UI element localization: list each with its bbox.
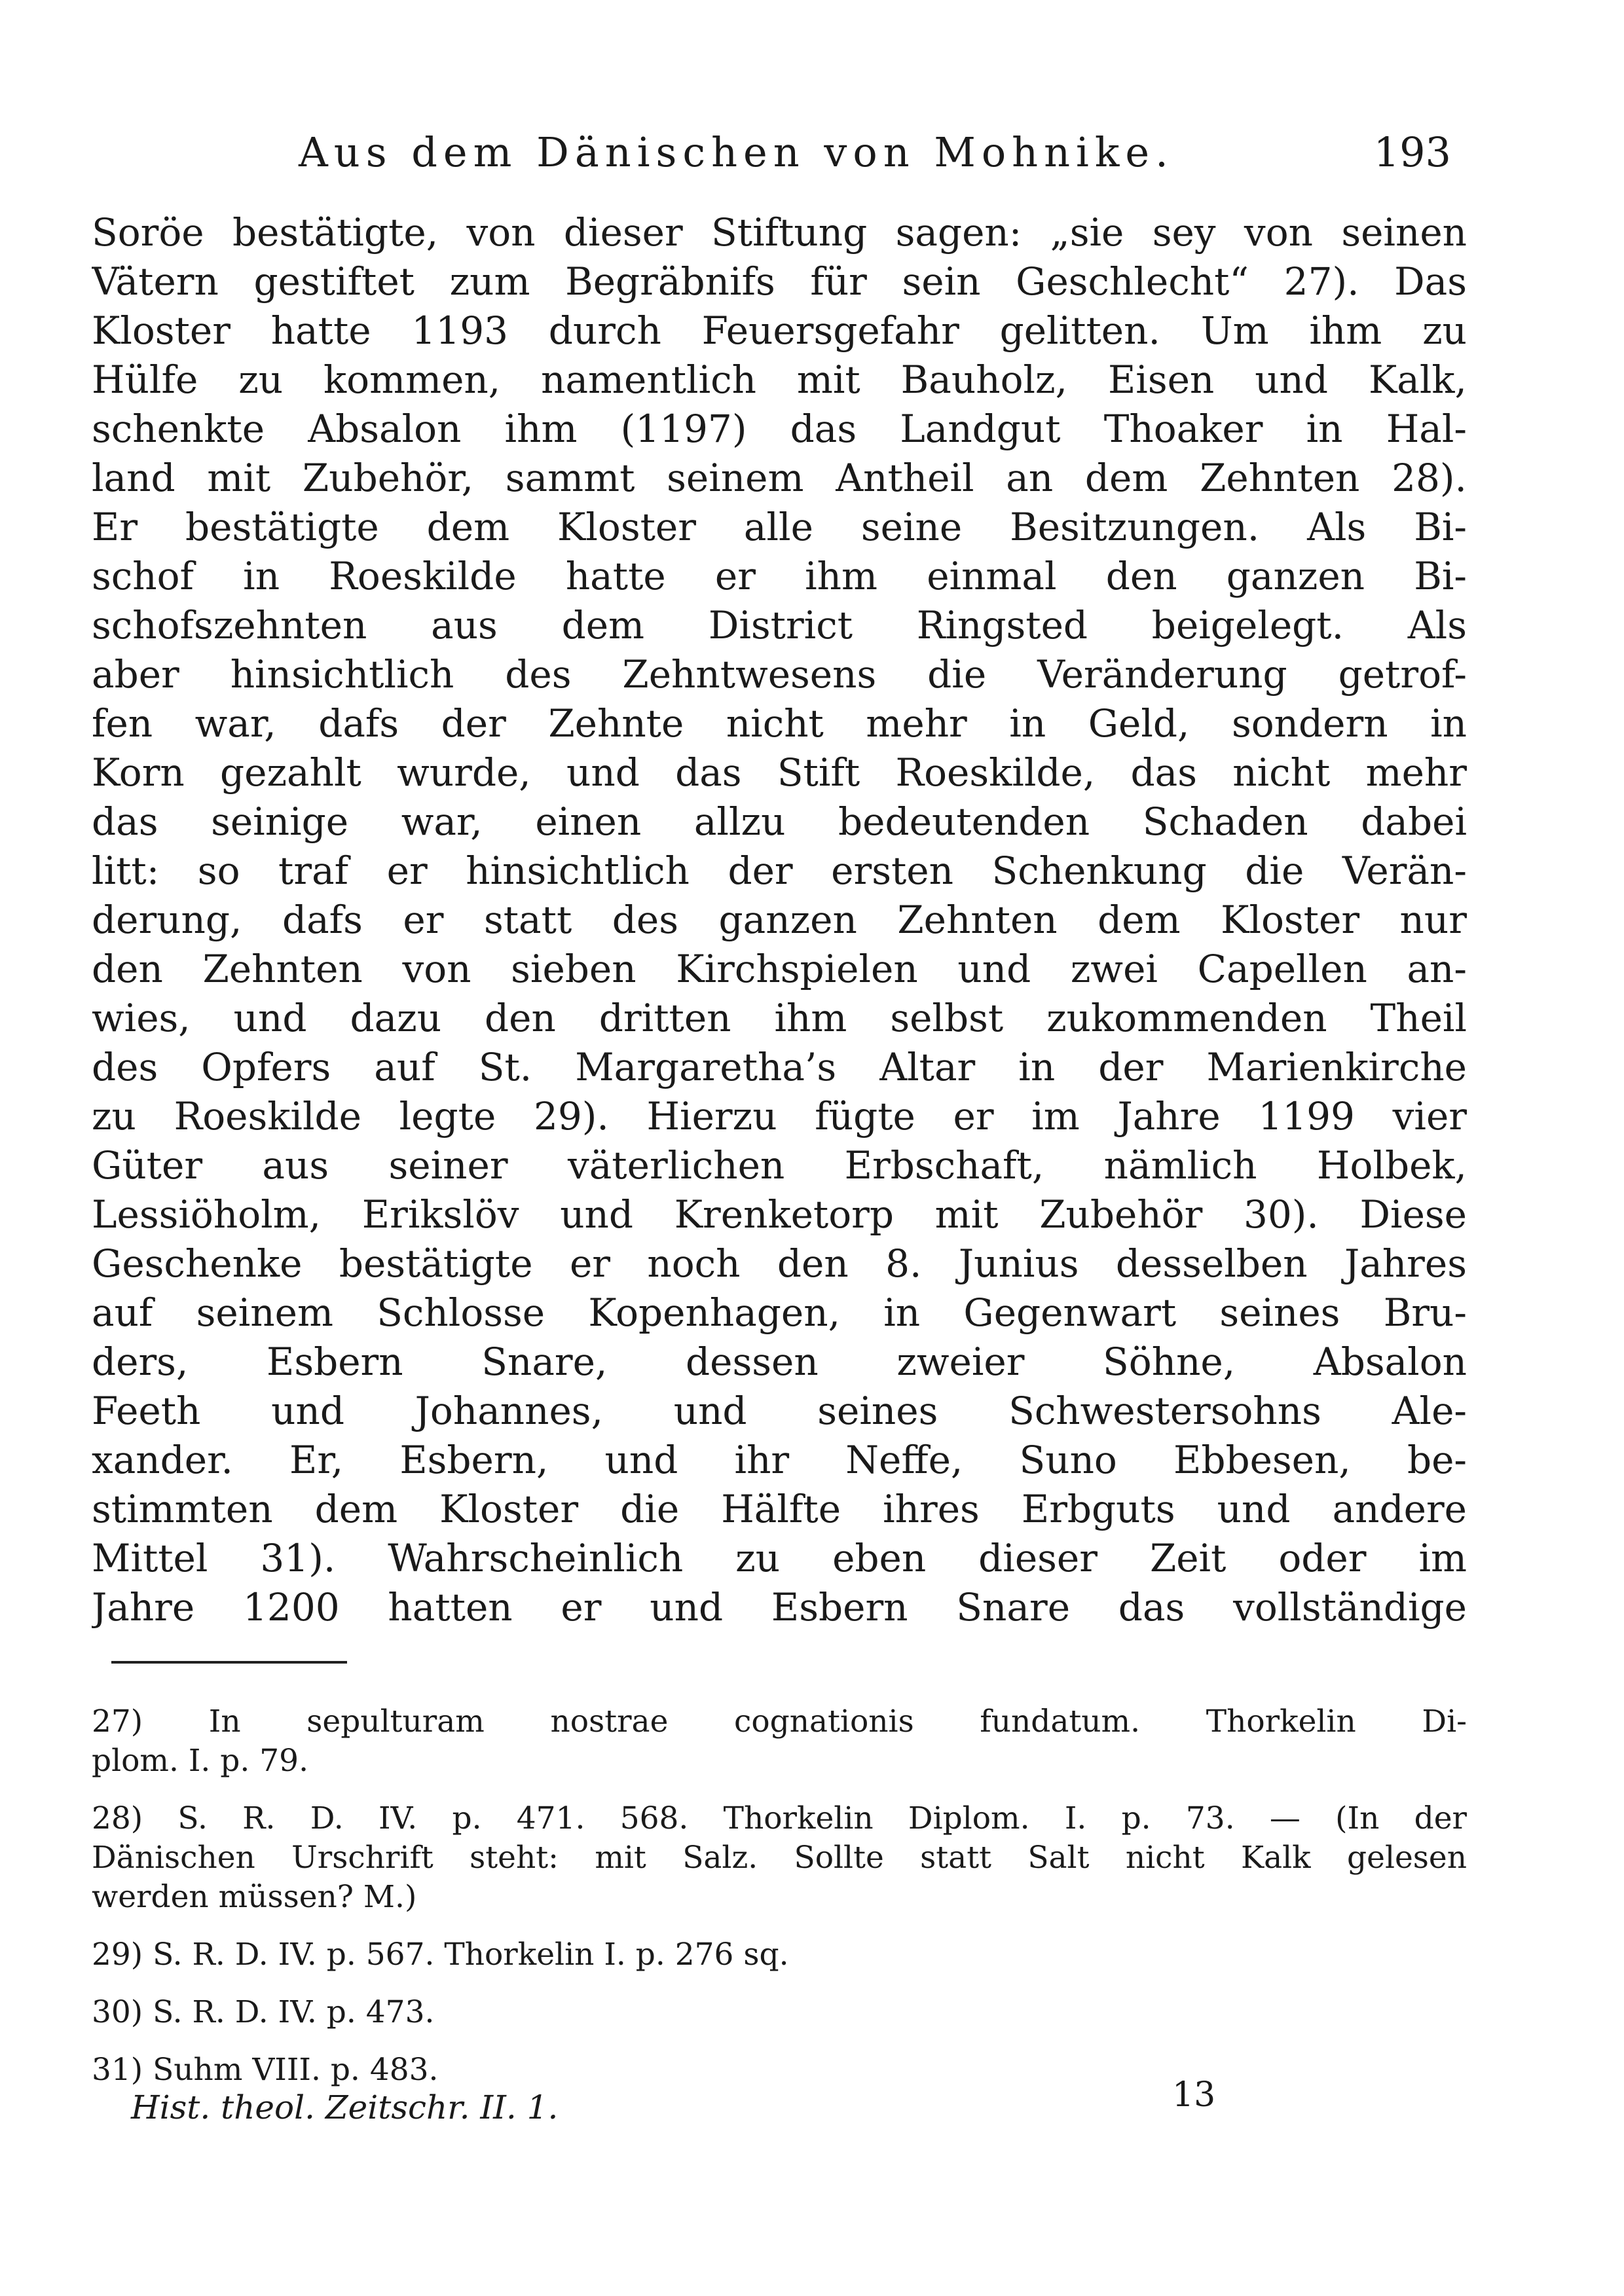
running-head: Aus dem Dänischen von Mohnike. [299, 128, 1174, 176]
page-footer [131, 2075, 1244, 2134]
body-line: das seinige war, einen allzu bedeutenden Schaden dabei [92, 799, 1467, 844]
body-line: land mit Zubehör, sammt seinem Antheil an dem Zehnten 28). [92, 456, 1467, 500]
footnote-27-continued: plom. I. p. 79. [92, 1743, 309, 1779]
page-number: 193 [1373, 128, 1451, 176]
body-line: Hülfe zu kommen, namentlich mit Bauholz, Eisen und Kalk, [92, 357, 1467, 402]
footnote-29: 29) S. R. D. IV. p. 567. Thorkelin I. p. 276 sq. [92, 1937, 789, 1973]
body-line: Geschenke bestätigte er noch den 8. Junius desselben Jahres [92, 1241, 1467, 1286]
body-line: Kloster hatte 1193 durch Feuersgefahr gelitten. Um ihm zu [92, 308, 1467, 353]
footnote-30: 30) S. R. D. IV. p. 473. [92, 1994, 435, 2030]
body-line: den Zehnten von sieben Kirchspielen und zwei Capellen an- [92, 947, 1467, 991]
body-line: Güter aus seiner väterlichen Erbschaft, nämlich Holbek, [92, 1143, 1467, 1188]
page-header [299, 128, 1451, 181]
body-line: xander. Er, Esbern, und ihr Neffe, Suno Ebbesen, be- [92, 1438, 1467, 1482]
body-line: Mittel 31). Wahrscheinlich zu eben dieser Zeit oder im [92, 1536, 1467, 1580]
body-line: des Opfers auf St. Margaretha’s Altar in der Marienkirche [92, 1045, 1467, 1089]
body-line: aber hinsichtlich des Zehntwesens die Veränderung getrof- [92, 652, 1467, 697]
body-line: Vätern gestiftet zum Begräbnifs für sein Geschlecht“ 27). Das [92, 259, 1467, 304]
body-line: Soröe bestätigte, von dieser Stiftung sagen: „sie sey von seinen [92, 210, 1467, 255]
body-line: wies, und dazu den dritten ihm selbst zukommenden Theil [92, 996, 1467, 1040]
footnote-28: 28) S. R. D. IV. p. 471. 568. Thorkelin Diplom. I. p. 73. — (In der [92, 1800, 1467, 1836]
body-line: Er bestätigte dem Kloster alle seine Besitzungen. Als Bi- [92, 505, 1467, 549]
footnote-31: 31) Suhm VIII. p. 483. [92, 2052, 439, 2088]
body-line: schof in Roeskilde hatte er ihm einmal den ganzen Bi- [92, 554, 1467, 598]
body-line: zu Roeskilde legte 29). Hierzu fügte er im Jahre 1199 vier [92, 1094, 1467, 1139]
footnotes [92, 1702, 1467, 2090]
footnote-rule [111, 1661, 347, 1664]
body-line: Feeth und Johannes, und seines Schwestersohns Ale- [92, 1389, 1467, 1433]
footnote-27: 27) In sepulturam nostrae cognationis fundatum. Thorkelin Di- [92, 1704, 1467, 1740]
body-line: auf seinem Schlosse Kopenhagen, in Gegenwart seines Bru- [92, 1290, 1467, 1335]
body-line: Lessiöholm, Erikslöv und Krenketorp mit Zubehör 30). Diese [92, 1192, 1467, 1237]
body-line: fen war, dafs der Zehnte nicht mehr in Geld, sondern in [92, 701, 1467, 746]
body-text [92, 208, 1467, 1632]
body-line: litt: so traf er hinsichtlich der ersten Schenkung die Verän- [92, 848, 1467, 893]
sheet-number: 13 [1172, 2075, 1216, 2115]
body-line: schofszehnten aus dem District Ringsted beigelegt. Als [92, 603, 1467, 647]
body-line: Jahre 1200 hatten er und Esbern Snare das vollständige [92, 1585, 1467, 1630]
footnote-28-continued: werden müssen? M.) [92, 1879, 417, 1915]
body-line: Korn gezahlt wurde, und das Stift Roeskilde, das nicht mehr [92, 750, 1467, 795]
signature-line: Hist. theol. Zeitschr. II. 1. [131, 2088, 559, 2126]
body-line: stimmten dem Kloster die Hälfte ihres Erbguts und andere [92, 1487, 1467, 1531]
footnote-28-continued: Dänischen Urschrift steht: mit Salz. Sollte statt Salt nicht Kalk gelesen [92, 1840, 1467, 1876]
body-line: derung, dafs er statt des ganzen Zehnten dem Kloster nur [92, 898, 1467, 942]
body-line: ders, Esbern Snare, dessen zweier Söhne, Absalon [92, 1339, 1467, 1384]
body-line: schenkte Absalon ihm (1197) das Landgut Thoaker in Hal- [92, 407, 1467, 451]
